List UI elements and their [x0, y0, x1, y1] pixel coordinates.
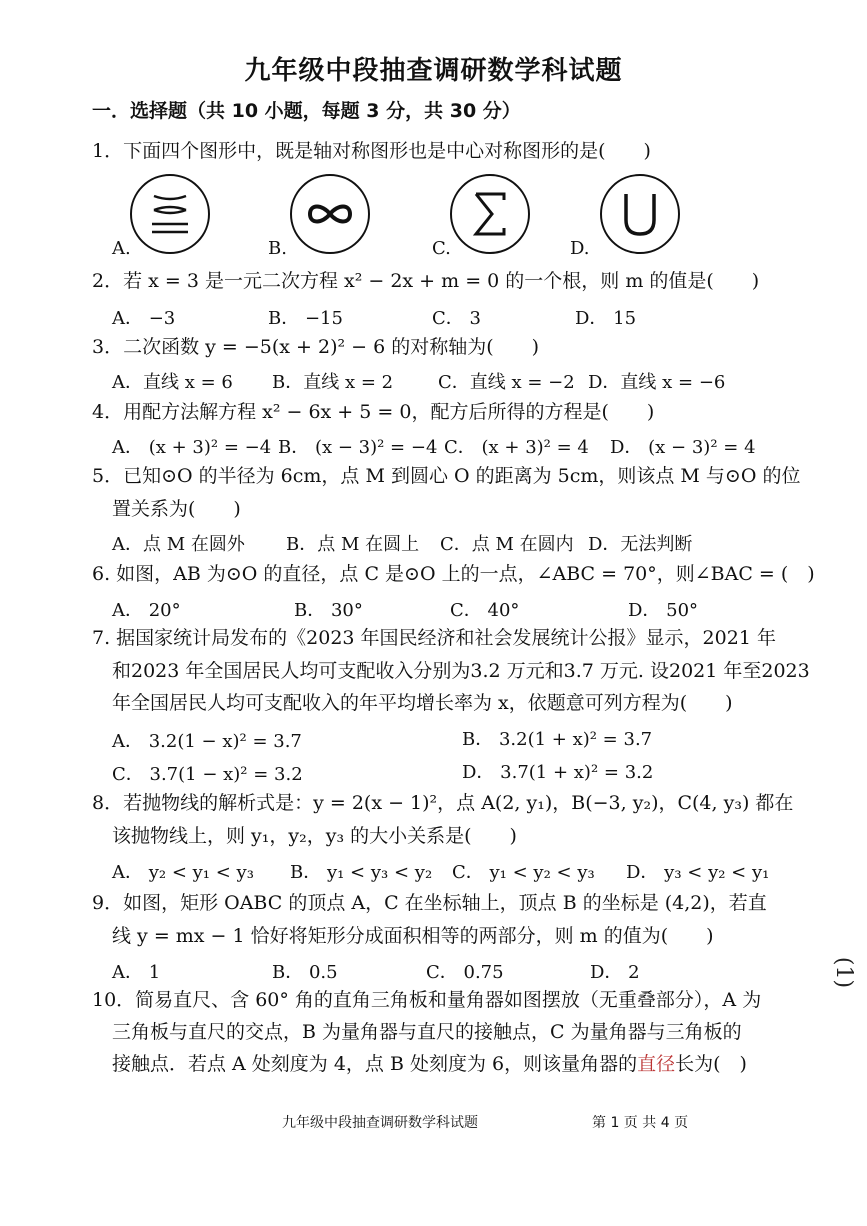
q5-stem-line1: 5．已知⊙O 的半径为 6cm，点 M 到圆心 O 的距离为 5cm，则该点 M 与⊙O 的位	[92, 465, 801, 487]
q9-option-b: B． 0.5	[272, 962, 338, 983]
q3-option-a: A．直线 x = 6	[112, 372, 233, 393]
q2-option-c: C． 3	[432, 308, 481, 329]
q1-stem: 1．下面四个图形中，既是轴对称图形也是中心对称图形的是( )	[92, 140, 651, 162]
q7-stem-line1: 7. 据国家统计局发布的《2023 年国民经济和社会发展统计公报》显示，2021 年	[92, 627, 776, 649]
q6-option-b: B． 30°	[294, 600, 363, 621]
q6-option-c: C． 40°	[450, 600, 520, 621]
q4-stem: 4．用配方法解方程 x² − 6x + 5 = 0，配方后所得的方程是( )	[92, 401, 655, 423]
q8-option-c: C． y₁ < y₂ < y₃	[452, 862, 595, 883]
side-page-mark: (1)	[831, 956, 857, 989]
q7-stem-line3: 年全国居民人均可支配收入的年平均增长率为 x，依题意可列方程为( )	[112, 692, 733, 714]
q3-option-d: D．直线 x = −6	[588, 372, 726, 393]
q8-stem-line1: 8．若抛物线的解析式是：y = 2(x − 1)²，点 A(2, y₁)，B(−3, y₂)，C(4, y₃) 都在	[92, 792, 794, 814]
q4-option-c: C． (x + 3)² = 4	[444, 437, 589, 458]
q8-option-d: D． y₃ < y₂ < y₁	[626, 862, 770, 883]
q1-figure-c-icon	[448, 172, 532, 256]
section-heading: 一．选择题（共 10 小题，每题 3 分，共 30 分）	[92, 100, 521, 122]
q9-stem-line2: 线 y = mx − 1 恰好将矩形分成面积相等的两部分，则 m 的值为( )	[112, 925, 714, 947]
q2-stem: 2．若 x = 3 是一元二次方程 x² − 2x + m = 0 的一个根，则 m 的值是( )	[92, 270, 760, 292]
q8-stem-line2: 该抛物线上，则 y₁，y₂，y₃ 的大小关系是( )	[112, 825, 517, 847]
q6-option-a: A． 20°	[112, 600, 181, 621]
q7-option-c: C． 3.7(1 − x)² = 3.2	[112, 764, 303, 785]
q7-option-a: A． 3.2(1 − x)² = 3.7	[112, 731, 302, 752]
q9-option-c: C． 0.75	[426, 962, 504, 983]
q3-stem: 3．二次函数 y = −5(x + 2)² − 6 的对称轴为( )	[92, 336, 540, 358]
footer-title: 九年级中段抽查调研数学科试题	[282, 1115, 478, 1131]
q2-option-a: A． −3	[112, 308, 176, 329]
q1-figure-b-icon	[288, 172, 372, 256]
q10-stem-line3-highlight: 直径	[637, 1053, 676, 1075]
q2-option-d: D． 15	[575, 308, 637, 329]
q10-stem-line3-part3: 长为( )	[675, 1053, 747, 1075]
q4-option-a: A． (x + 3)² = −4	[112, 437, 272, 458]
q4-option-b: B． (x − 3)² = −4	[278, 437, 438, 458]
q6-option-d: D． 50°	[628, 600, 699, 621]
q6-stem: 6. 如图，AB 为⊙O 的直径，点 C 是⊙O 上的一点，∠ABC = 70°，则∠BAC = ( )	[92, 563, 815, 585]
q3-option-c: C．直线 x = −2	[438, 372, 575, 393]
q5-option-b: B．点 M 在圆上	[286, 534, 420, 555]
q10-stem-line3-part1: 接触点．若点 A 处刻度为 4，点 B 处刻度为 6，则该量角器的	[112, 1053, 638, 1075]
q1-label-d: D.	[570, 238, 590, 259]
q7-option-b: B． 3.2(1 + x)² = 3.7	[462, 729, 653, 750]
q9-stem-line1: 9．如图，矩形 OABC 的顶点 A，C 在坐标轴上，顶点 B 的坐标是 (4,2)，若直	[92, 892, 767, 914]
q3-option-b: B．直线 x = 2	[272, 372, 394, 393]
q4-option-d: D． (x − 3)² = 4	[610, 437, 756, 458]
q7-option-d: D． 3.7(1 + x)² = 3.2	[462, 762, 654, 783]
q7-stem-line2: 和2023 年全国居民人均可支配收入分别为3.2 万元和3.7 万元. 设2021 年至2023	[112, 660, 810, 682]
q9-option-a: A． 1	[112, 962, 161, 983]
q1-label-c: C.	[432, 238, 451, 259]
q9-option-d: D． 2	[590, 962, 640, 983]
q10-stem-line3	[112, 1053, 747, 1076]
q5-stem-line2: 置关系为( )	[112, 498, 241, 520]
q8-option-a: A． y₂ < y₁ < y₃	[112, 862, 254, 883]
q5-option-d: D．无法判断	[588, 534, 693, 555]
q5-option-a: A．点 M 在圆外	[112, 534, 245, 555]
q1-label-a: A.	[112, 238, 131, 259]
q2-option-b: B． −15	[268, 308, 343, 329]
q1-label-b: B.	[268, 238, 287, 259]
page-title: 九年级中段抽查调研数学科试题	[244, 56, 623, 86]
q1-figure-a-icon	[128, 172, 212, 256]
q10-stem-line2: 三角板与直尺的交点，B 为量角器与直尺的接触点，C 为量角器与三角板的	[112, 1021, 742, 1043]
q8-option-b: B． y₁ < y₃ < y₂	[290, 862, 433, 883]
footer-page-number: 第 1 页 共 4 页	[592, 1115, 689, 1131]
q10-stem-line1: 10．简易直尺、含 60° 角的直角三角板和量角器如图摆放（无重叠部分），A 为	[92, 989, 762, 1011]
q1-figure-d-icon	[598, 172, 682, 256]
q5-option-c: C．点 M 在圆内	[440, 534, 574, 555]
